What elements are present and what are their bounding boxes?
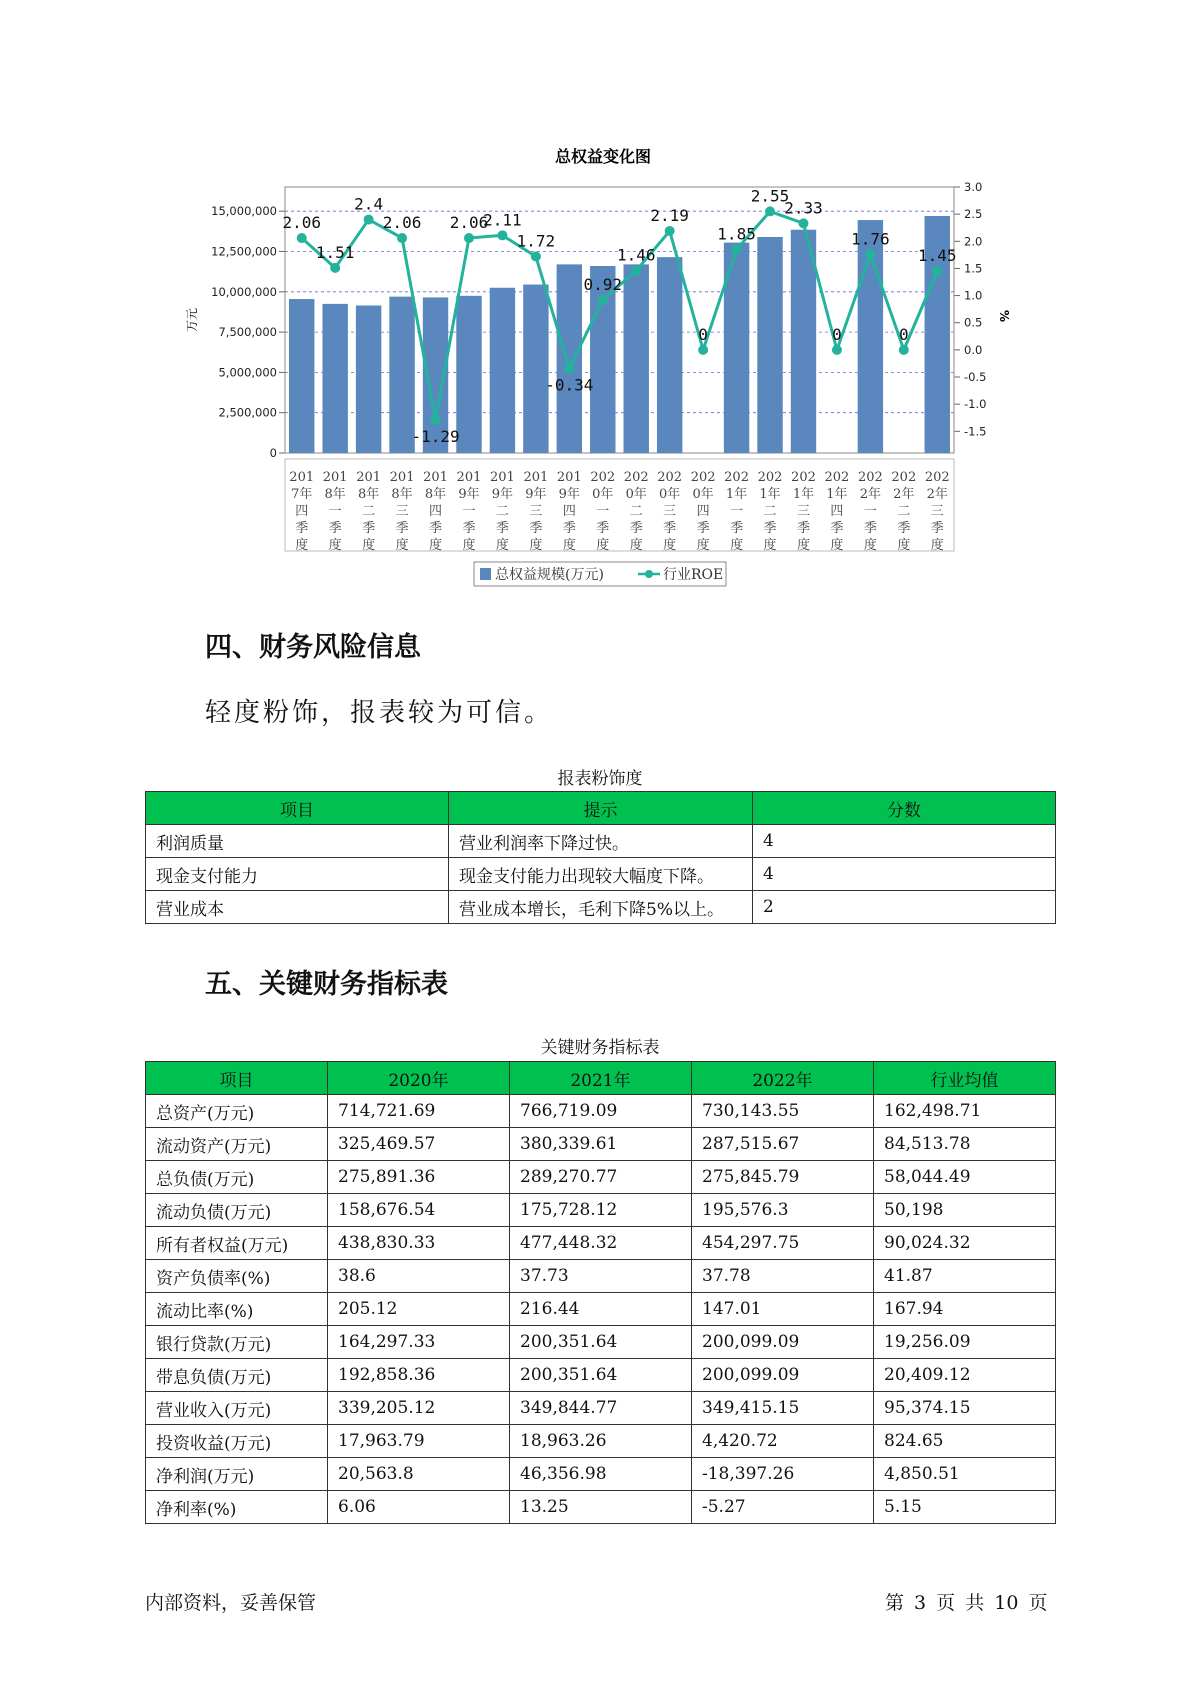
table-cell: 营业成本 [146, 891, 449, 924]
x-tick-label: 季 [429, 521, 443, 536]
table-cell: 192,858.36 [328, 1359, 510, 1392]
x-tick-label: 季 [495, 521, 509, 536]
table-cell: 147.01 [692, 1293, 874, 1326]
table-cell: 275,891.36 [328, 1161, 510, 1194]
bar [791, 230, 816, 453]
roe-point [297, 233, 307, 243]
x-tick-label: 四 [295, 504, 309, 519]
roe-point [899, 345, 909, 355]
header-cell: 2020年 [328, 1062, 510, 1095]
x-tick-label: 度 [663, 538, 677, 553]
y2-tick-label: 2.0 [964, 234, 983, 249]
table-cell: 200,099.09 [692, 1359, 874, 1392]
table-header-row [146, 792, 1056, 825]
x-tick-label: 季 [763, 521, 777, 536]
table-cell: 4,420.72 [692, 1425, 874, 1458]
table-cell: 477,448.32 [510, 1227, 692, 1260]
x-tick-label: 四 [429, 504, 443, 519]
y-tick-label: 10,000,000 [211, 284, 277, 299]
table-row [146, 1161, 1056, 1194]
x-tick-label: 度 [562, 538, 576, 553]
table-row [146, 1128, 1056, 1161]
y-tick-label: 7,500,000 [218, 325, 277, 340]
header-cell: 项目 [146, 792, 449, 825]
header-cell: 项目 [146, 1062, 328, 1095]
bar [490, 288, 515, 453]
x-tick-label: 一 [328, 504, 342, 519]
x-tick-label: 0年 [692, 487, 714, 502]
table-cell: 287,515.67 [692, 1128, 874, 1161]
table-cell: 275,845.79 [692, 1161, 874, 1194]
x-tick-label: 202 [623, 470, 649, 485]
roe-data-label: 1.46 [616, 245, 656, 265]
table-row [146, 1194, 1056, 1227]
x-tick-label: 度 [596, 538, 610, 553]
header-cell: 2022年 [692, 1062, 874, 1095]
table-cell: 5.15 [874, 1491, 1056, 1524]
bar [356, 305, 381, 453]
roe-point [330, 263, 340, 273]
table-header-row [146, 1062, 1056, 1095]
roe-point [798, 218, 808, 228]
roe-data-label: 1.51 [315, 242, 355, 262]
roe-data-label: 2.11 [483, 210, 522, 230]
roe-data-label: 0.92 [583, 274, 623, 294]
legend-line-label: 行业ROE [663, 567, 724, 583]
y2-tick-label: 1.0 [964, 288, 983, 303]
table-cell: 营业利润率下降过快。 [449, 825, 753, 858]
roe-data-label: 2.33 [784, 198, 823, 218]
whitewash-table [145, 791, 1056, 924]
roe-data-label: 1.76 [851, 229, 890, 249]
roe-point [531, 251, 541, 261]
x-tick-label: 三 [796, 504, 810, 519]
x-tick-label: 202 [657, 470, 683, 485]
x-tick-label: 三 [663, 504, 677, 519]
roe-point [865, 249, 875, 259]
x-tick-label: 季 [730, 521, 744, 536]
table-cell: 流动比率(%) [146, 1293, 328, 1326]
x-tick-label: 二 [629, 504, 643, 519]
roe-data-label: 2.06 [382, 213, 422, 233]
x-tick-label: 季 [328, 521, 342, 536]
x-tick-label: 1年 [759, 487, 781, 502]
table-cell: 18,963.26 [510, 1425, 692, 1458]
table-cell: 4 [753, 825, 1056, 858]
table-cell: 90,024.32 [874, 1227, 1056, 1260]
x-tick-label: 201 [556, 470, 582, 485]
table-cell: 营业成本增长，毛利下降5%以上。 [449, 891, 753, 924]
table-cell: 200,351.64 [510, 1326, 692, 1359]
x-tick-label: 201 [356, 470, 382, 485]
table-cell: 带息负债(万元) [146, 1359, 328, 1392]
table-cell: 58,044.49 [874, 1161, 1056, 1194]
table-cell: 净利率(%) [146, 1491, 328, 1524]
x-tick-label: 9年 [458, 487, 480, 502]
equity-chart [0, 0, 1191, 600]
x-tick-label: 二 [495, 504, 509, 519]
bar [289, 299, 314, 453]
roe-point [698, 345, 708, 355]
roe-point [665, 226, 675, 236]
roe-point [598, 295, 608, 305]
x-tick-label: 度 [629, 538, 643, 553]
x-tick-label: 季 [562, 521, 576, 536]
y2-tick-label: 1.5 [964, 261, 983, 276]
table-cell: 766,719.09 [510, 1095, 692, 1128]
roe-point [397, 233, 407, 243]
chart-title: 总权益变化图 [554, 147, 652, 166]
roe-data-label: 2.55 [750, 186, 790, 206]
x-tick-label: 1年 [826, 487, 848, 502]
table-cell: 总负债(万元) [146, 1161, 328, 1194]
x-tick-label: 季 [629, 521, 643, 536]
x-tick-label: 季 [462, 521, 476, 536]
x-tick-label: 2年 [893, 487, 915, 502]
x-tick-label: 季 [663, 521, 677, 536]
table-cell: 13.25 [510, 1491, 692, 1524]
table-cell: 41.87 [874, 1260, 1056, 1293]
table-row [146, 1359, 1056, 1392]
x-tick-label: 二 [362, 504, 376, 519]
x-tick-label: 季 [796, 521, 810, 536]
bar [657, 257, 682, 453]
header-cell: 提示 [449, 792, 753, 825]
legend-line-marker [645, 570, 653, 578]
roe-point [732, 244, 742, 254]
x-tick-label: 季 [696, 521, 710, 536]
table-cell: 37.78 [692, 1260, 874, 1293]
x-tick-label: 季 [362, 521, 376, 536]
table-row [146, 1425, 1056, 1458]
x-tick-label: 三 [529, 504, 543, 519]
x-tick-label: 202 [757, 470, 783, 485]
x-tick-label: 8年 [357, 487, 380, 502]
table-cell: 730,143.55 [692, 1095, 874, 1128]
x-tick-label: 202 [857, 470, 883, 485]
y2-axis-label: % [997, 309, 1011, 323]
table-cell: -5.27 [692, 1491, 874, 1524]
risk-summary-paragraph: 轻度粉饰，报表较为可信。 [205, 698, 554, 728]
table-cell: 2 [753, 891, 1056, 924]
whitewash-table-caption: 报表粉饰度 [557, 769, 643, 789]
y-axis-label: 万元 [185, 307, 199, 333]
table-row [146, 1095, 1056, 1128]
table-cell: 利润质量 [146, 825, 449, 858]
x-tick-label: 度 [930, 538, 944, 553]
x-tick-label: 二 [763, 504, 777, 519]
x-tick-label: 0年 [592, 487, 614, 502]
table-cell: 净利润(万元) [146, 1458, 328, 1491]
table-cell: 438,830.33 [328, 1227, 510, 1260]
x-tick-label: 度 [295, 538, 309, 553]
bar [757, 237, 782, 453]
table-cell: 95,374.15 [874, 1392, 1056, 1425]
x-tick-label: 8年 [324, 487, 346, 502]
table-cell: 175,728.12 [510, 1194, 692, 1227]
indicators-table-caption: 关键财务指标表 [540, 1038, 660, 1058]
x-tick-label: 度 [796, 538, 810, 553]
x-tick-label: 度 [730, 538, 744, 553]
roe-data-label: 1.85 [717, 224, 756, 244]
table-cell: 所有者权益(万元) [146, 1227, 328, 1260]
x-tick-label: 1年 [725, 487, 748, 502]
x-tick-label: 度 [429, 538, 443, 553]
x-tick-label: 一 [863, 504, 877, 519]
x-tick-label: 季 [596, 521, 610, 536]
x-tick-label: 2年 [926, 487, 948, 502]
y-tick-label: 12,500,000 [211, 244, 277, 259]
y2-tick-label: -1.5 [964, 424, 987, 439]
table-cell: 158,676.54 [328, 1194, 510, 1227]
table-cell: 流动负债(万元) [146, 1194, 328, 1227]
table-cell: 现金支付能力 [146, 858, 449, 891]
roe-point [431, 415, 441, 425]
y2-tick-label: 3.0 [964, 180, 983, 194]
x-tick-label: 度 [362, 538, 376, 553]
x-tick-label: 季 [897, 521, 911, 536]
y2-tick-label: 0.5 [964, 315, 983, 330]
x-tick-label: 0年 [659, 487, 681, 502]
x-tick-label: 201 [423, 470, 448, 485]
roe-point [564, 363, 574, 373]
table-cell: 营业收入(万元) [146, 1392, 328, 1425]
x-tick-label: 三 [395, 504, 409, 519]
table-cell: 37.73 [510, 1260, 692, 1293]
table-cell: 资产负债率(%) [146, 1260, 328, 1293]
table-cell: 200,099.09 [692, 1326, 874, 1359]
x-tick-label: 度 [495, 538, 509, 553]
x-tick-label: 度 [763, 538, 777, 553]
bar [523, 285, 548, 453]
x-tick-label: 度 [863, 538, 877, 553]
roe-data-label: 0 [698, 324, 708, 344]
roe-point [464, 233, 474, 243]
x-tick-label: 季 [295, 521, 309, 536]
table-row [146, 825, 1056, 858]
roe-data-label: 2.06 [449, 213, 489, 233]
page-number: 第 3 页 共 10 页 [885, 1592, 1048, 1614]
x-tick-label: 1年 [792, 487, 815, 502]
legend-bar-label: 总权益规模(万元) [495, 567, 604, 583]
table-cell: 38.6 [328, 1260, 510, 1293]
table-cell: 380,339.61 [510, 1128, 692, 1161]
x-tick-label: 季 [395, 521, 409, 536]
x-tick-label: 8年 [391, 487, 413, 502]
x-tick-label: 0年 [625, 487, 647, 502]
legend-bar-swatch [480, 568, 491, 580]
table-cell: 162,498.71 [874, 1095, 1056, 1128]
y2-tick-label: -0.5 [964, 370, 987, 384]
table-row [146, 1458, 1056, 1491]
x-tick-label: 9年 [491, 487, 514, 502]
table-cell: 289,270.77 [510, 1161, 692, 1194]
table-row [146, 891, 1056, 924]
x-tick-label: 8年 [424, 487, 447, 502]
x-tick-label: 度 [897, 538, 911, 553]
x-tick-label: 201 [456, 470, 482, 485]
x-tick-label: 201 [389, 470, 415, 485]
bar [557, 264, 582, 453]
table-row [146, 1260, 1056, 1293]
table-cell: 84,513.78 [874, 1128, 1056, 1161]
footer-note: 内部资料，妥善保管 [145, 1592, 317, 1614]
table-cell: 现金支付能力出现较大幅度下降。 [449, 858, 753, 891]
x-tick-label: 季 [529, 521, 543, 536]
x-tick-label: 一 [730, 504, 744, 519]
roe-data-label: 2.4 [354, 194, 384, 214]
x-tick-label: 9年 [558, 487, 580, 502]
roe-data-label: -1.29 [411, 426, 460, 446]
roe-data-label: 1.45 [918, 246, 957, 266]
header-cell: 2021年 [510, 1062, 692, 1095]
table-row [146, 1326, 1056, 1359]
x-tick-label: 度 [830, 538, 844, 553]
table-row [146, 1491, 1056, 1524]
table-cell: 200,351.64 [510, 1359, 692, 1392]
x-tick-label: 季 [930, 521, 944, 536]
x-tick-label: 四 [696, 504, 710, 519]
bar [624, 264, 649, 453]
table-cell: 205.12 [328, 1293, 510, 1326]
x-tick-label: 202 [891, 470, 917, 485]
table-cell: 454,297.75 [692, 1227, 874, 1260]
table-cell: 4,850.51 [874, 1458, 1056, 1491]
table-cell: 325,469.57 [328, 1128, 510, 1161]
y2-tick-label: 0.0 [964, 342, 983, 357]
table-cell: 4 [753, 858, 1056, 891]
table-cell: 17,963.79 [328, 1425, 510, 1458]
table-cell: 46,356.98 [510, 1458, 692, 1491]
x-tick-label: 季 [863, 521, 877, 536]
x-tick-label: 201 [322, 470, 348, 485]
table-cell: 20,409.12 [874, 1359, 1056, 1392]
table-cell: 总资产(万元) [146, 1095, 328, 1128]
x-axis-label-frame [285, 459, 954, 551]
roe-point [631, 266, 641, 276]
x-tick-label: 三 [930, 504, 944, 519]
table-row [146, 858, 1056, 891]
bar [456, 296, 481, 453]
roe-point [832, 345, 842, 355]
indicators-table [145, 1061, 1056, 1524]
x-tick-label: 度 [696, 538, 710, 553]
table-cell: 349,415.15 [692, 1392, 874, 1425]
x-tick-label: 一 [462, 504, 476, 519]
roe-data-label: 2.06 [282, 213, 321, 233]
roe-data-label: 1.72 [516, 231, 556, 251]
x-tick-label: 202 [724, 470, 749, 485]
x-tick-label: 度 [395, 538, 409, 553]
x-tick-label: 度 [328, 538, 342, 553]
table-cell: 银行贷款(万元) [146, 1326, 328, 1359]
x-tick-label: 202 [824, 470, 850, 485]
header-cell: 分数 [753, 792, 1056, 825]
table-cell: 19,256.09 [874, 1326, 1056, 1359]
x-tick-label: 202 [791, 470, 816, 485]
roe-point [497, 230, 507, 240]
y-tick-label: 2,500,000 [218, 405, 277, 420]
y-tick-label: 5,000,000 [218, 365, 277, 380]
table-cell: 50,198 [874, 1194, 1056, 1227]
x-tick-label: 9年 [525, 487, 547, 502]
table-cell: 714,721.69 [328, 1095, 510, 1128]
table-row [146, 1392, 1056, 1425]
x-tick-label: 季 [830, 521, 844, 536]
header-cell: 行业均值 [874, 1062, 1056, 1095]
bar [322, 304, 347, 453]
roe-data-label: 2.19 [650, 205, 689, 225]
table-cell: 195,576.3 [692, 1194, 874, 1227]
x-tick-label: 202 [590, 470, 616, 485]
x-tick-label: 202 [690, 470, 716, 485]
x-tick-label: 202 [924, 470, 950, 485]
y2-tick-label: -1.0 [964, 397, 987, 412]
table-cell: 6.06 [328, 1491, 510, 1524]
table-cell: 216.44 [510, 1293, 692, 1326]
x-tick-label: 一 [596, 504, 610, 519]
table-cell: 339,205.12 [328, 1392, 510, 1425]
table-row [146, 1227, 1056, 1260]
x-tick-label: 度 [462, 538, 476, 553]
table-cell: 20,563.8 [328, 1458, 510, 1491]
table-cell: 167.94 [874, 1293, 1056, 1326]
x-tick-label: 7年 [291, 487, 313, 502]
x-tick-label: 201 [490, 470, 515, 485]
x-tick-label: 2年 [859, 487, 882, 502]
x-tick-label: 二 [897, 504, 911, 519]
roe-data-label: -0.34 [545, 375, 594, 395]
x-tick-label: 度 [529, 538, 543, 553]
table-row [146, 1293, 1056, 1326]
section4-heading: 四、财务风险信息 [205, 632, 421, 663]
y-tick-label: 15,000,000 [211, 204, 277, 219]
x-tick-label: 201 [289, 470, 315, 485]
table-cell: -18,397.26 [692, 1458, 874, 1491]
x-tick-label: 四 [562, 504, 576, 519]
section5-heading: 五、关键财务指标表 [205, 969, 448, 1000]
x-tick-label: 四 [830, 504, 844, 519]
y-tick-label: 0 [269, 446, 277, 460]
table-cell: 824.65 [874, 1425, 1056, 1458]
table-cell: 投资收益(万元) [146, 1425, 328, 1458]
table-cell: 164,297.33 [328, 1326, 510, 1359]
table-cell: 349,844.77 [510, 1392, 692, 1425]
roe-point [364, 215, 374, 225]
roe-data-label: 0 [899, 324, 909, 344]
roe-point [765, 206, 775, 216]
y2-tick-label: 2.5 [964, 207, 983, 222]
table-cell: 流动资产(万元) [146, 1128, 328, 1161]
roe-point [932, 266, 942, 276]
roe-data-label: 0 [832, 324, 842, 344]
x-tick-label: 201 [523, 470, 549, 485]
